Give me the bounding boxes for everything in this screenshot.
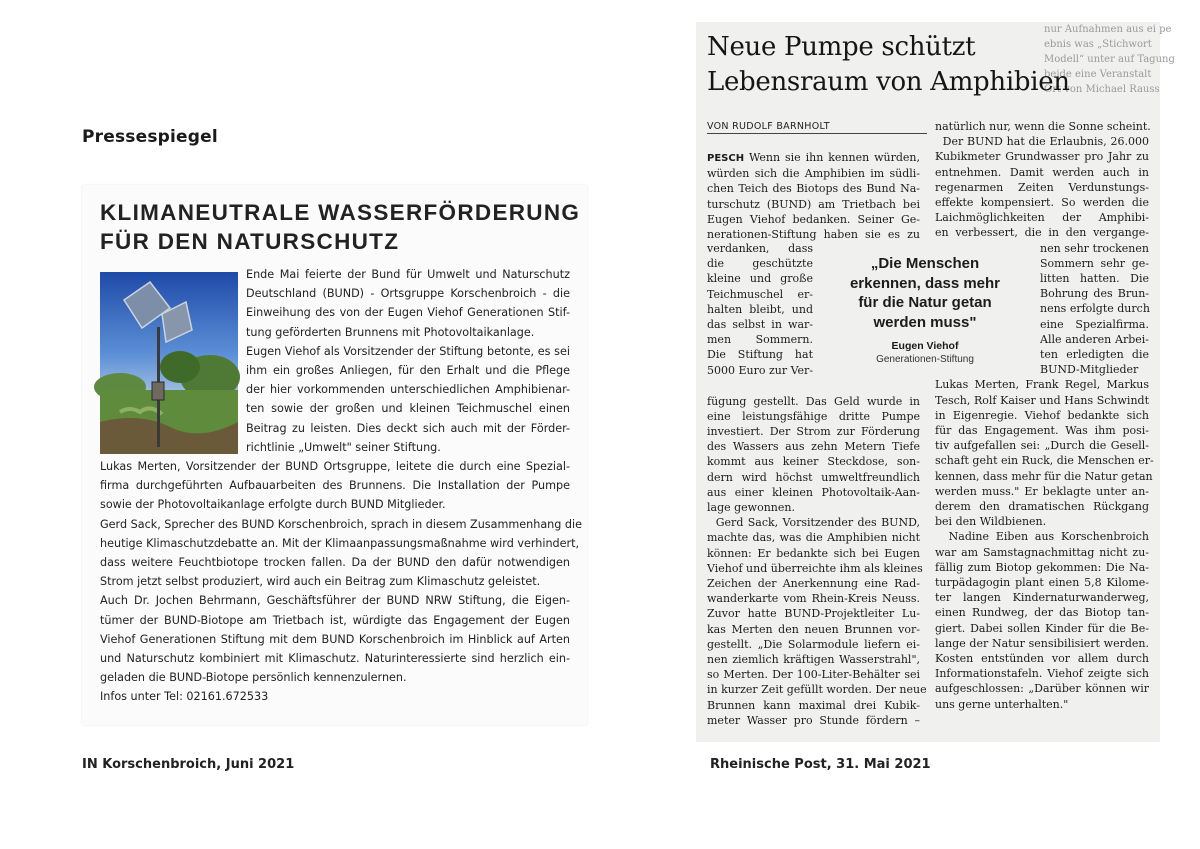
right-body-line: turschutz (BUND) am Trietbach bei xyxy=(707,197,920,211)
right-body-line: Kubikmeter Grundwasser pro Jahr zu xyxy=(935,150,1149,164)
right-body-line: aus einer kleinen Photovoltaik-Aan- xyxy=(707,485,920,499)
right-body-line: regenarmen Zeiten Verdunstungs- xyxy=(935,180,1149,194)
right-body-line: men Sommern. xyxy=(707,333,813,347)
right-body-line: nerationen-Stiftung haben sie es zu xyxy=(707,228,920,242)
right-body-line: natürlich nur, wenn die Sonne scheint. xyxy=(935,120,1151,133)
right-body-line: war am Samstagnachmittag nicht zu- xyxy=(935,545,1149,559)
right-body-line: investiert. Der Strom zur Förderung xyxy=(707,424,920,438)
right-body-line: dern wird höchst umweltfreundlich xyxy=(707,470,920,484)
right-body-line: Laichmöglichkeiten der Amphibi- xyxy=(935,211,1149,225)
pull-quote-line: erkennen, dass mehr xyxy=(849,274,1001,292)
right-body-line: des Wassers aus zehn Metern Tiefe xyxy=(707,440,920,454)
left-body-line: und Naturschutz kombiniert mit Klimaschutz. Naturinteressierte sind herzlich ein- xyxy=(100,652,570,666)
byline: VON RUDOLF BARNHOLT xyxy=(707,121,830,132)
left-body-line: Lukas Merten, Vorsitzender der BUND Ortsgruppe, leitete die durch eine Spezial- xyxy=(100,460,570,473)
right-body-line: kleine und große xyxy=(707,272,813,286)
right-body-line: Eugen Viehof bedanken. Seiner Ge- xyxy=(707,212,920,226)
right-body-line: halten bleibt, und xyxy=(707,302,813,316)
left-body-line: ihm ein großes Anliegen, für den Erhalt und die Pflege xyxy=(246,364,570,378)
right-body-line: Zuvor hatte BUND-Projektleiter Lu- xyxy=(707,607,920,621)
byline-rule xyxy=(707,133,927,134)
right-body-line: machte das, was die Amphibien nicht xyxy=(707,531,920,545)
left-body-line: geladen die BUND-Biotope persönlich kennenzulernen. xyxy=(100,671,407,685)
right-body-line: lange der Natur sensibilisiert werden. xyxy=(935,636,1149,650)
right-body-line: chen Teich des Biotops des Bund Na- xyxy=(707,182,920,196)
left-body-line: Einweihung des von der Eugen Viehof Generationen Stif- xyxy=(246,306,570,320)
left-body-line: dass weitere Feuchtbiotope trocken fallen. Da der BUND den dafür notwendigen xyxy=(100,556,570,570)
right-body-line: Nadine Eiben aus Korschenbroich xyxy=(935,530,1149,544)
right-body-line: Kosten entstünden vor allem durch xyxy=(935,652,1149,666)
right-body-line: Sommern sehr ge- xyxy=(1040,256,1149,270)
right-body-line: eine Spezialfirma. xyxy=(1040,317,1149,331)
left-body-line: Beitrag zu leisten. Dies deckt sich auch mit der Förder- xyxy=(246,421,570,435)
right-body-line xyxy=(707,150,920,166)
right-body-line: Viehof und überreichte ihm als kleines xyxy=(707,561,923,575)
page-heading: Pressespiegel xyxy=(82,127,218,147)
right-body-line: Teichmuschel er- xyxy=(707,287,813,301)
left-body-line: tümer der BUND-Biotope am Trietbach ist, würdigte das Engagement der Eugen xyxy=(100,613,570,627)
right-column-2-bottom xyxy=(935,377,1154,711)
left-body-line: heutige Klimaschutzdebatte an. Mit der Klimaanpassungsmaßnahme wird verhindert, xyxy=(100,536,580,550)
right-title-line: Neue Pumpe schützt xyxy=(707,32,976,62)
right-body-line: ten erledigten die xyxy=(1040,348,1149,362)
left-body-line: der hier vorkommenden unterschiedlichen Amphibienar- xyxy=(246,383,570,397)
right-body-line: in Eigenregie. Viehof bedankte sich xyxy=(935,408,1149,422)
left-body-line: firma durchgeführten Aufbauarbeiten des Brunnens. Die Installation der Pumpe xyxy=(100,479,570,493)
right-body-line: Zeichen der Anerkennung eine Rad- xyxy=(707,576,920,590)
left-body-line: Infos unter Tel: 02161.672533 xyxy=(100,690,269,704)
left-title-line: FÜR DEN NATURSCHUTZ xyxy=(100,229,400,254)
left-body-line: ten sowie der großen und kleinen Teichmuschel einen xyxy=(246,402,570,416)
right-body-line: tiv aufgefallen sei: „Durch die Gesell- xyxy=(935,439,1149,453)
pull-quote-role: Generationen-Stiftung xyxy=(876,354,974,365)
right-body-line: giert. Dabei sollen Kinder für die Be- xyxy=(935,621,1149,635)
fragment-line: Modell“ unter auf Tagung xyxy=(1044,54,1175,65)
right-body-line: nens erfolgte durch xyxy=(1040,302,1150,316)
right-body-line: verdanken, dass xyxy=(707,242,813,255)
right-body-line: derem den dramatischen Rückgang xyxy=(935,500,1149,514)
right-body-line: fällig zum Biotop gekommen: Die Na- xyxy=(935,560,1149,574)
right-body-line: das selbst in war- xyxy=(707,318,813,332)
right-body-line: Informationstafeln. Viehof zeigte sich xyxy=(935,667,1149,681)
right-body-line: Lukas Merten, Frank Regel, Markus xyxy=(935,378,1149,392)
right-body-line: 5000 Euro zur Ver- xyxy=(707,363,814,377)
pull-quote-author: Eugen Viehof xyxy=(891,340,959,352)
right-body-line: Alle anderen Arbei- xyxy=(1040,332,1149,346)
right-body-line: werden muss." Er beklagte unter an- xyxy=(935,484,1149,498)
right-body-line: kas Merten den neuen Brunnen vor- xyxy=(707,622,920,636)
right-body-line: effekte kompensiert. So werden die xyxy=(935,196,1149,210)
right-body-line: würden sich die Amphibien im südli- xyxy=(707,167,920,181)
left-body-line: tung geförderten Brunnens mit Photovoltaikanlage. xyxy=(246,325,535,339)
pull-quote-line: „Die Menschen xyxy=(870,255,980,272)
right-column-1-bottom xyxy=(707,394,927,728)
right-body-line: bei den Wildbienen. xyxy=(935,515,1047,529)
right-body-line: einen Rundweg, der das Biotop tan- xyxy=(935,606,1149,620)
left-body-block-2 xyxy=(100,457,583,707)
right-body-line: entnehmen. Damit werden auch in xyxy=(935,165,1149,179)
right-column-1-top xyxy=(707,150,920,242)
fragment-line: nur Aufnahmen aus ei pe xyxy=(1044,24,1172,35)
dateline: PESCH xyxy=(707,153,745,164)
left-body-line: Deutschland (BUND) - Ortsgruppe Korschenbroich - die xyxy=(246,287,570,301)
right-body-line: uns gerne unterhalten." xyxy=(935,697,1069,711)
left-body-line: Auch Dr. Jochen Behrmann, Geschäftsführer der BUND NRW Stiftung, die Eigen- xyxy=(100,594,570,608)
left-body-line: Ende Mai feierte der Bund für Umwelt und Naturschutz xyxy=(246,268,570,281)
right-body-line: gestellt. „Die Solarmodule liefern ei- xyxy=(707,637,920,651)
right-column-1-narrow xyxy=(707,241,813,378)
right-body-line: schaft geht ein Ruck, die Menschen er- xyxy=(935,454,1154,468)
right-body-line: litten hatten. Die xyxy=(1040,272,1149,285)
left-title-line: KLIMANEUTRALE WASSERFÖRDERUNG xyxy=(100,200,581,225)
left-article-title xyxy=(100,198,580,256)
right-body-line: Gerd Sack, Vorsitzender des BUND, xyxy=(707,516,920,530)
fragment-line: beide eine Veranstalt xyxy=(1044,69,1152,80)
right-body-line: können: Er bedankte sich bei Eugen xyxy=(707,546,920,560)
right-body-line: so Merten. Der 100-Liter-Behälter sei xyxy=(707,668,920,682)
right-body-line: für das Engagement. Was ihm posi- xyxy=(935,424,1149,437)
right-body-line: Bohrung des Brun- xyxy=(1040,287,1149,301)
right-title-line: Lebensraum von Amphibien xyxy=(707,67,1070,97)
right-body-line: kommt aus keiner Steckdose, son- xyxy=(707,455,920,469)
right-body-line: kennen, dass mehr für die Natur getan xyxy=(935,469,1153,483)
right-body-line: fügung gestellt. Das Geld wurde in xyxy=(707,394,920,408)
left-body-line: Gerd Sack, Sprecher des BUND Korschenbroich, sprach in diesem Zusammenhang die xyxy=(100,517,583,531)
right-body-line: Die Stiftung hat xyxy=(707,348,813,362)
left-body-line: sowie der Photovoltaikanlage erfolgte durch BUND Mitglieder. xyxy=(100,498,446,512)
pull-quote xyxy=(845,254,1005,332)
right-column-2-top xyxy=(935,119,1149,241)
right-body-line: ter langen Kindernaturwanderweg, xyxy=(935,591,1149,605)
right-body-line: Brunnen kann maximal drei Kubik- xyxy=(707,698,920,712)
left-body-block-1 xyxy=(246,265,570,457)
right-body-line: Tesch, Rolf Kaiser und Hans Schwindt xyxy=(935,393,1149,407)
right-body-line: meter Wasser pro Stunde fördern – xyxy=(707,713,920,727)
left-body-line: Viehof Generationen Stiftung mit dem BUND Korschenbroich im Hinblick auf Arten xyxy=(100,632,570,646)
right-column-2-narrow xyxy=(1040,241,1149,378)
fragment-line: ebnis was „Stichwort xyxy=(1044,39,1152,50)
right-body-line: en verbessert, die in den vergange- xyxy=(935,226,1149,240)
solar-panel-photo xyxy=(100,272,238,454)
left-caption: IN Korschenbroich, Juni 2021 xyxy=(82,757,295,772)
right-body-line: nen ziemlich kräftigen Wasserstrahl", xyxy=(707,652,920,666)
right-body-line: Der BUND hat die Erlaubnis, 26.000 xyxy=(935,135,1149,149)
left-body-line: Eugen Viehof als Vorsitzender der Stiftung betonte, es sei xyxy=(246,344,570,358)
right-caption: Rheinische Post, 31. Mai 2021 xyxy=(710,757,931,772)
right-body-line: BUND-Mitglieder xyxy=(1040,363,1139,377)
right-body-line: lage gewonnen. xyxy=(707,500,795,514)
right-body-text: Wenn sie ihn kennen würden, xyxy=(744,151,920,164)
right-body-line: aufgeschlossen: „Darüber können wir xyxy=(935,682,1149,696)
left-body-line: richtlinie „Umwelt" seiner Stiftung. xyxy=(246,440,441,454)
pull-quote-line: werden muss" xyxy=(873,313,977,331)
fragment-line: Ort von Michael Rauss xyxy=(1044,84,1160,95)
left-body-line: Strom jetzt selbst produziert, wird auch ein Beitrag zum Klimaschutz geleistet. xyxy=(100,575,541,589)
right-body-line: eine leistungsfähige dritte Pumpe xyxy=(707,409,920,423)
right-body-line: turpädagogin plant einen 5,8 Kilome- xyxy=(935,576,1149,590)
pull-quote-line: für die Natur getan xyxy=(858,294,992,311)
right-body-line: in kurzer Zeit gefüllt worden. Der neue xyxy=(707,683,927,697)
right-body-line: nen sehr trockenen xyxy=(1040,241,1149,255)
right-body-line: wanderkarte vom Rhein-Kreis Neuss. xyxy=(707,592,920,606)
right-body-line: die geschützte xyxy=(707,257,813,271)
right-article-title xyxy=(707,30,1070,100)
